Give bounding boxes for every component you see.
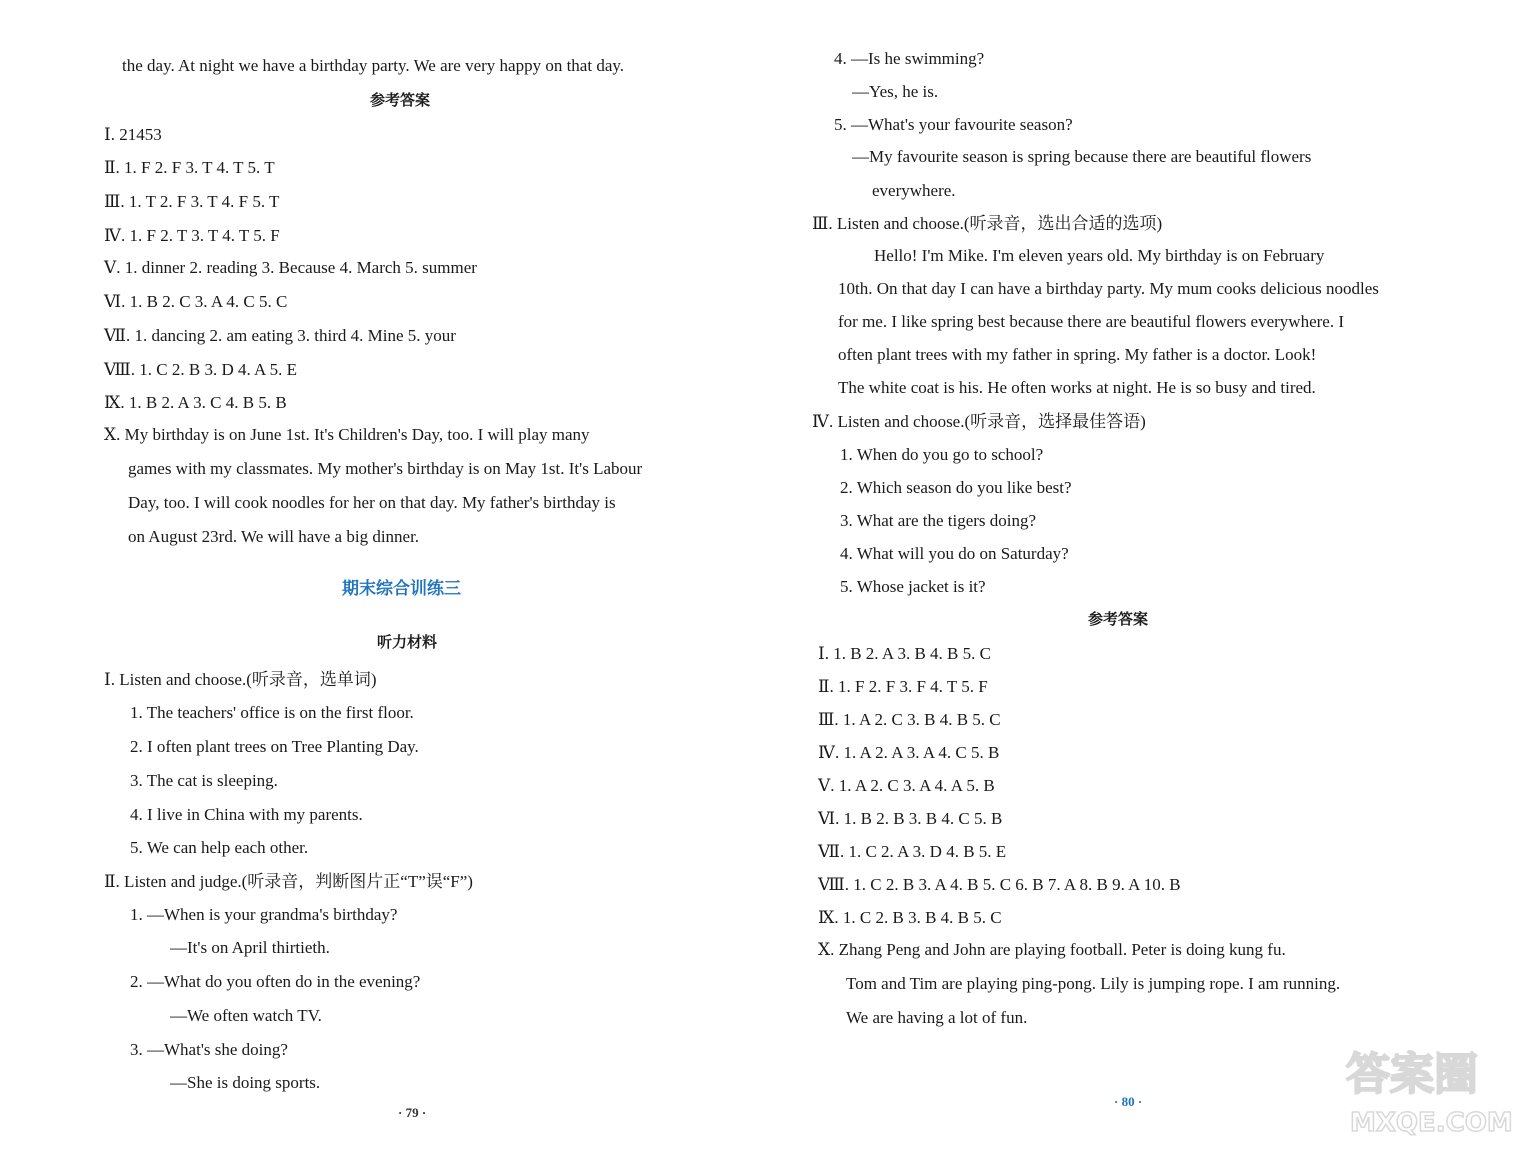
listening-line: 3. The cat is sleeping. <box>130 771 278 790</box>
section-line: Ⅲ. Listen and choose.(听录音，选出合适的选项) <box>812 214 1163 233</box>
section-title: 期末综合训练三 <box>342 579 461 599</box>
answer-line: Ⅵ. 1. B 2. C 3. A 4. C 5. C <box>104 292 288 311</box>
page-number: · 79 · <box>398 1105 427 1120</box>
answer-line: Ⅱ. 1. F 2. F 3. F 4. T 5. F <box>818 677 988 696</box>
essay-line: Ⅹ. My birthday is on June 1st. It's Children's Day, too. I will play many <box>104 425 590 444</box>
answer-line: Ⅳ. 1. F 2. T 3. T 4. T 5. F <box>104 226 280 245</box>
answer-line: Ⅰ. 21453 <box>104 125 162 144</box>
answer-heading: 参考答案 <box>1088 610 1149 628</box>
listening-line: 1. The teachers' office is on the first floor. <box>130 703 414 722</box>
answer-line: Ⅴ. 1. A 2. C 3. A 4. A 5. B <box>818 776 995 795</box>
essay-line: Tom and Tim are playing ping-pong. Lily is jumping rope. I am running. <box>846 974 1341 993</box>
listening-line: 4. I live in China with my parents. <box>130 805 363 824</box>
listening-line: —She is doing sports. <box>170 1073 321 1092</box>
answer-heading: 参考答案 <box>370 91 431 109</box>
answer-line: Ⅳ. 1. A 2. A 3. A 4. C 5. B <box>818 743 1000 762</box>
watermark-logo <box>1338 1033 1528 1143</box>
watermark-bottom-text: MXQE.COM <box>1350 1108 1513 1138</box>
dialogue-line: 4. —Is he swimming? <box>834 49 985 68</box>
answer-line: Ⅰ. 1. B 2. A 3. B 4. B 5. C <box>818 644 991 663</box>
question-line: 5. Whose jacket is it? <box>840 577 986 596</box>
right-page <box>768 0 1536 1149</box>
answer-line: Ⅶ. 1. dancing 2. am eating 3. third 4. Mine 5. your <box>104 326 456 345</box>
dialogue-line: everywhere. <box>872 181 956 200</box>
essay-line: Ⅹ. Zhang Peng and John are playing football. Peter is doing kung fu. <box>818 940 1286 959</box>
essay-line: games with my classmates. My mother's birthday is on May 1st. It's Labour <box>128 459 643 478</box>
passage-line: for me. I like spring best because there are beautiful flowers everywhere. I <box>838 312 1344 331</box>
answer-line: Ⅶ. 1. C 2. A 3. D 4. B 5. E <box>818 842 1007 861</box>
answer-line: Ⅸ. 1. B 2. A 3. C 4. B 5. B <box>104 393 287 412</box>
text-line: the day. At night we have a birthday party. We are very happy on that day. <box>122 56 625 75</box>
passage-line: Hello! I'm Mike. I'm eleven years old. My birthday is on February <box>874 246 1325 265</box>
answer-line: Ⅷ. 1. C 2. B 3. A 4. B 5. C 6. B 7. A 8. B 9. A 10. B <box>818 875 1181 894</box>
answer-line: Ⅴ. 1. dinner 2. reading 3. Because 4. March 5. summer <box>104 258 477 277</box>
listening-line: 2. I often plant trees on Tree Planting Day. <box>130 737 419 756</box>
answer-line: Ⅸ. 1. C 2. B 3. B 4. B 5. C <box>818 908 1002 927</box>
answer-line: Ⅷ. 1. C 2. B 3. D 4. A 5. E <box>104 360 298 379</box>
watermark-top-text: 答案圈 <box>1346 1049 1478 1100</box>
section-line: Ⅳ. Listen and choose.(听录音，选择最佳答语) <box>812 412 1146 431</box>
question-line: 4. What will you do on Saturday? <box>840 544 1069 563</box>
listening-line: 2. —What do you often do in the evening? <box>130 972 421 991</box>
answer-line: Ⅲ. 1. A 2. C 3. B 4. B 5. C <box>818 710 1001 729</box>
listening-line: Ⅰ. Listen and choose.(听录音，选单词) <box>104 670 377 689</box>
listening-line: Ⅱ. Listen and judge.(听录音，判断图片正“T”误“F”) <box>104 872 473 891</box>
page-number: · 80 · <box>1114 1094 1143 1109</box>
essay-line: We are having a lot of fun. <box>846 1008 1028 1027</box>
dialogue-line: 5. —What's your favourite season? <box>834 115 1073 134</box>
question-line: 1. When do you go to school? <box>840 445 1044 464</box>
listening-line: 3. —What's she doing? <box>130 1040 288 1059</box>
listening-line: —We often watch TV. <box>170 1006 322 1025</box>
answer-line: Ⅲ. 1. T 2. F 3. T 4. F 5. T <box>104 192 280 211</box>
listening-line: —It's on April thirtieth. <box>170 938 330 957</box>
passage-line: 10th. On that day I can have a birthday party. My mum cooks delicious noodles <box>838 279 1379 298</box>
dialogue-line: —Yes, he is. <box>852 82 939 101</box>
answer-line: Ⅵ. 1. B 2. B 3. B 4. C 5. B <box>818 809 1003 828</box>
essay-line: Day, too. I will cook noodles for her on that day. My father's birthday is <box>128 493 616 512</box>
essay-line: on August 23rd. We will have a big dinner. <box>128 527 420 546</box>
answer-line: Ⅱ. 1. F 2. F 3. T 4. T 5. T <box>104 158 275 177</box>
listening-heading: 听力材料 <box>377 633 438 651</box>
passage-line: The white coat is his. He often works at night. He is so busy and tired. <box>838 378 1316 397</box>
passage-line: often plant trees with my father in spring. My father is a doctor. Look! <box>838 345 1317 364</box>
dialogue-line: —My favourite season is spring because there are beautiful flowers <box>852 147 1312 166</box>
question-line: 2. Which season do you like best? <box>840 478 1072 497</box>
question-line: 3. What are the tigers doing? <box>840 511 1037 530</box>
listening-line: 5. We can help each other. <box>130 838 309 857</box>
listening-line: 1. —When is your grandma's birthday? <box>130 905 398 924</box>
